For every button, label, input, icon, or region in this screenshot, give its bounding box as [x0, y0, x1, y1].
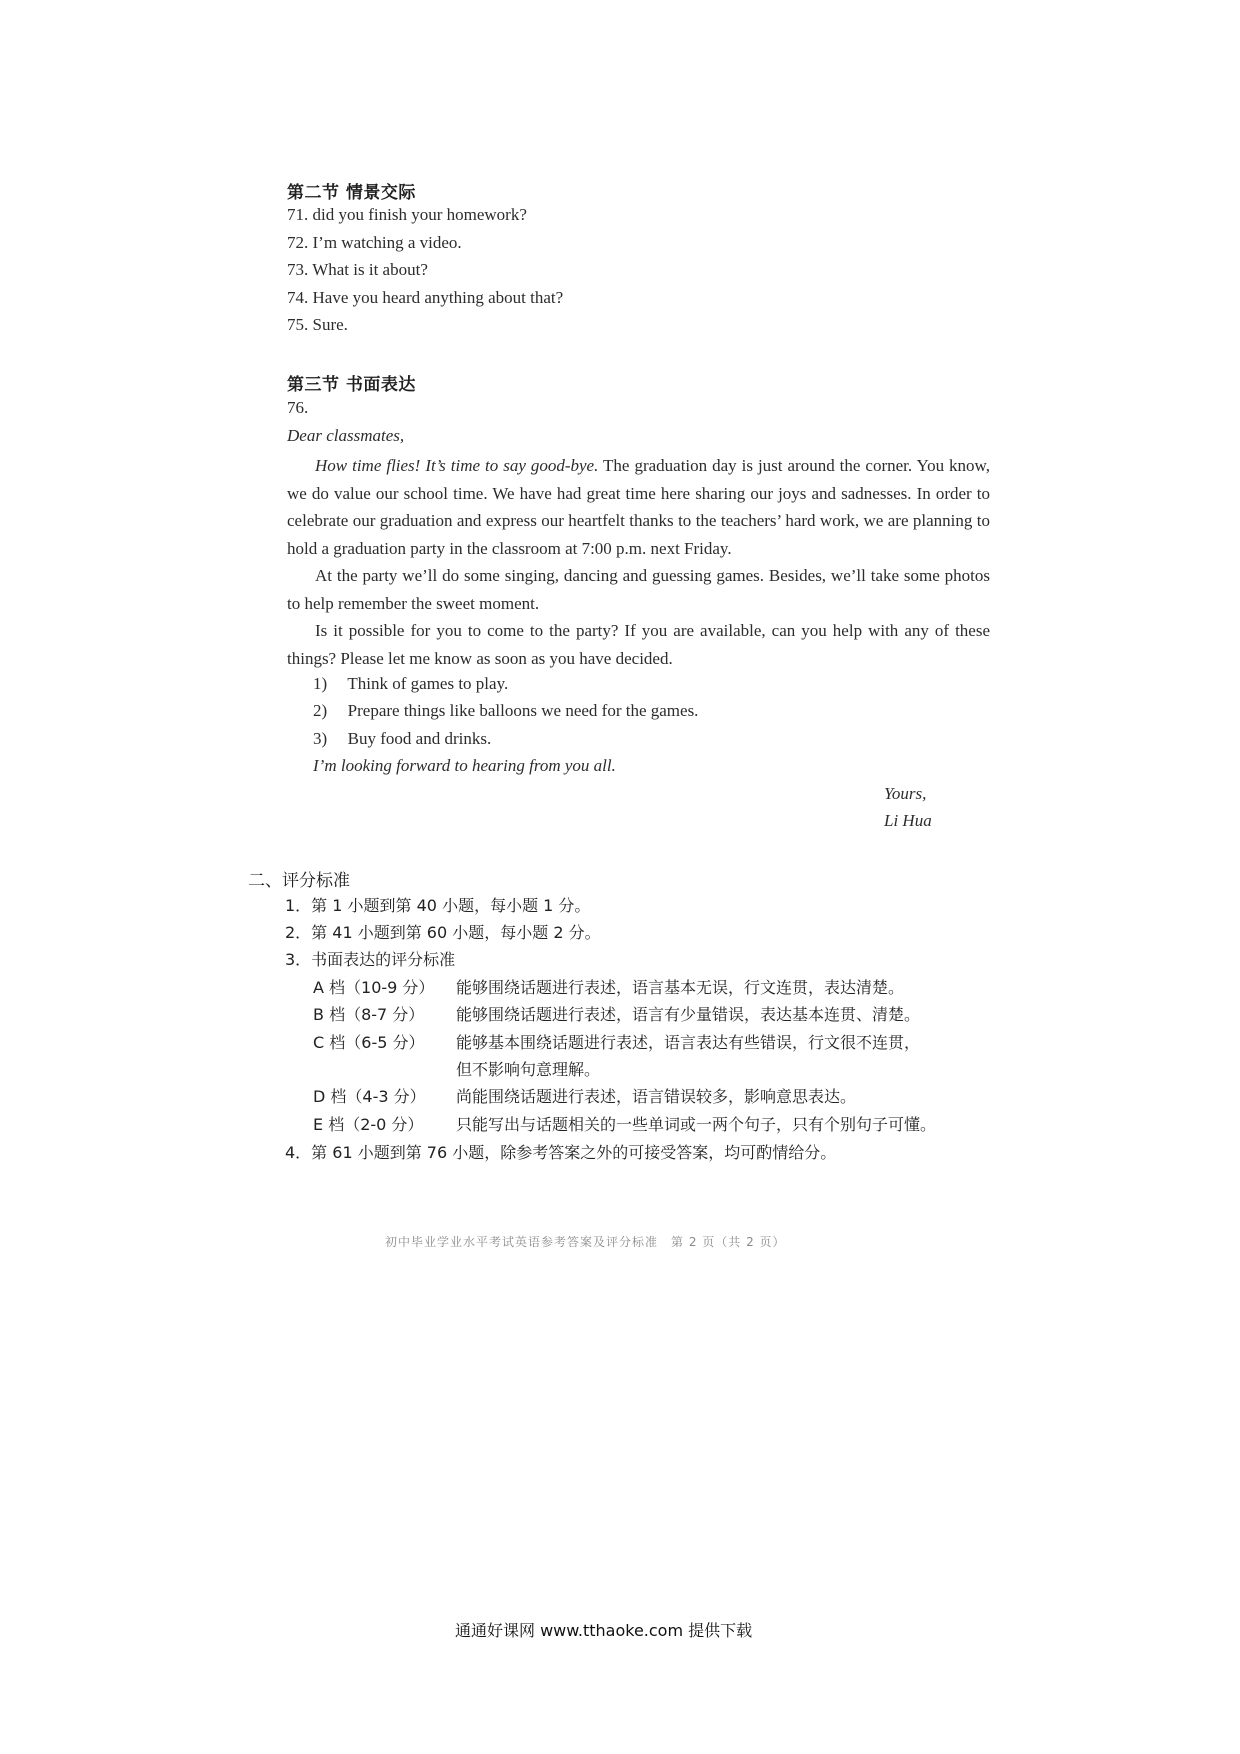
- letter-paragraph-2: [287, 562, 990, 617]
- item-text: Think of games to play.: [347, 674, 509, 693]
- item-number: 75.: [287, 315, 309, 334]
- list-item: [313, 729, 491, 749]
- item-number: 74.: [287, 288, 309, 307]
- grade-description: 能够基本围绕话题进行表述，语言表达有些错误，行文很不连贯，: [456, 1033, 921, 1052]
- item-number: 73.: [287, 260, 309, 279]
- item-text: Have you heard anything about that?: [312, 288, 564, 307]
- item-number: 3): [313, 729, 328, 748]
- list-item: [287, 288, 563, 308]
- grade-label: D 档（4-3 分）: [313, 1087, 426, 1106]
- list-item: [313, 674, 508, 694]
- letter-paragraph-3: [287, 617, 990, 672]
- letter-greeting: Dear classmates,: [287, 426, 405, 445]
- item-number: 1): [313, 674, 328, 693]
- question-number: 76.: [287, 398, 309, 417]
- criteria-item: 4．第 61 小题到第 76 小题，除参考答案之外的可接受答案，均可酌情给分。: [285, 1143, 837, 1162]
- item-text: Buy food and drinks.: [347, 729, 492, 748]
- item-text: What is it about?: [312, 260, 428, 279]
- grade-description: 尚能围绕话题进行表述，语言错误较多，影响意思表达。: [456, 1087, 857, 1106]
- paragraph-text: At the party we’ll do some singing, dancing and guessing games. Besides, we’ll take some photos to help remember the sweet moment.: [287, 566, 990, 613]
- list-item: [287, 260, 428, 280]
- list-item: [287, 315, 348, 335]
- item-number: 72.: [287, 233, 309, 252]
- item-text: I’m watching a video.: [312, 233, 462, 252]
- grade-description: 能够围绕话题进行表述，语言基本无误，行文连贯，表达清楚。: [456, 978, 905, 997]
- grade-label: B 档（8-7 分）: [313, 1005, 425, 1024]
- grade-label: E 档（2-0 分）: [313, 1115, 424, 1134]
- paragraph-text: Is it possible for you to come to the party? If you are available, can you help with any of these things? Please let me know as soon as you have decided.: [287, 621, 990, 668]
- item-text: Prepare things like balloons we need for the games.: [347, 701, 699, 720]
- list-item: [313, 701, 698, 721]
- grade-label: C 档（6-5 分）: [313, 1033, 425, 1052]
- letter-paragraph-1: [287, 452, 990, 562]
- page-footer: 初中毕业学业水平考试英语参考答案及评分标准 第 2 页（共 2 页）: [385, 1235, 786, 1249]
- list-item: [287, 205, 527, 225]
- download-watermark: 通通好课网 www.tthaoke.com 提供下载: [455, 1621, 753, 1640]
- paragraph-text: The graduation day is just around the corner. You know, we do value our school time. We have had great time here sharing our joys and sadnesses. In order to celebrate our graduation and express our heartfelt thanks to the teachers’ hard work, we are planning to hold a graduation party in the classroom at 7:00 p.m. next Friday.: [287, 456, 990, 558]
- criteria-title: 二、评分标准: [248, 871, 350, 891]
- signature: Li Hua: [884, 811, 932, 830]
- grade-description: 只能写出与话题相关的一些单词或一两个句子，只有个别句子可懂。: [456, 1115, 937, 1134]
- criteria-item: 3．书面表达的评分标准: [285, 950, 456, 969]
- sign-off: Yours,: [884, 784, 927, 803]
- item-number: 71.: [287, 205, 309, 224]
- item-number: 2): [313, 701, 328, 720]
- grade-description-continued: 但不影响句意理解。: [456, 1060, 601, 1079]
- closing-line: I’m looking forward to hearing from you all.: [313, 756, 616, 775]
- item-text: Sure.: [312, 315, 348, 334]
- section3-heading: 第三节 书面表达: [287, 375, 416, 395]
- list-item: [287, 233, 462, 253]
- opening-phrase: How time flies! It’s time to say good-bye.: [315, 456, 599, 475]
- item-text: did you finish your homework?: [312, 205, 527, 224]
- criteria-item: 2．第 41 小题到第 60 小题，每小题 2 分。: [285, 923, 601, 942]
- grade-label: A 档（10-9 分）: [313, 978, 435, 997]
- section2-heading: 第二节 情景交际: [287, 183, 416, 203]
- criteria-item: 1．第 1 小题到第 40 小题，每小题 1 分。: [285, 896, 591, 915]
- grade-description: 能够围绕话题进行表述，语言有少量错误，表达基本连贯、清楚。: [456, 1005, 921, 1024]
